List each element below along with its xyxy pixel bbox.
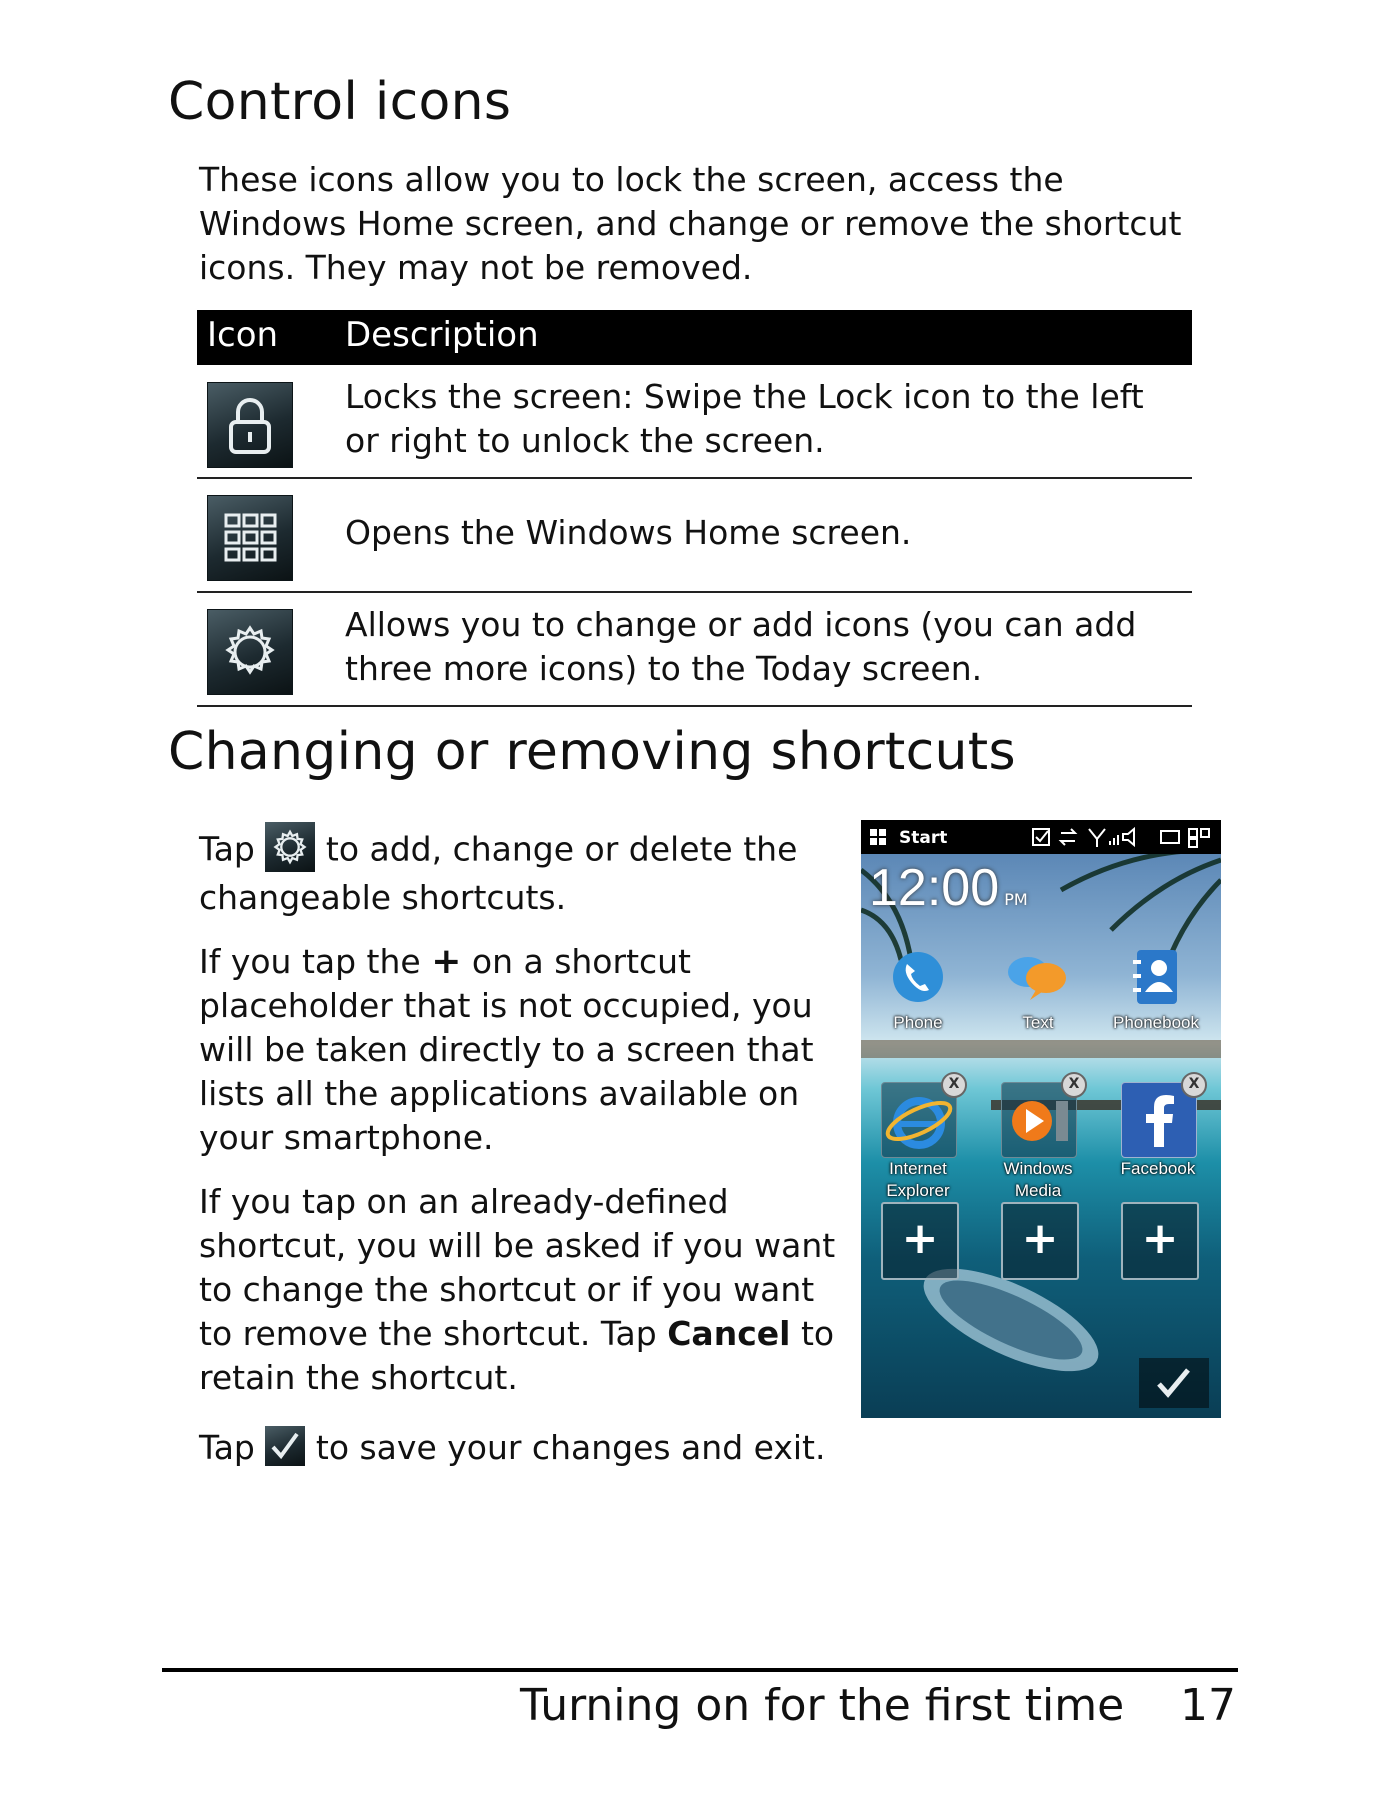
header-description: Description	[345, 315, 539, 355]
clock	[869, 858, 1028, 918]
control-icons-intro: These icons allow you to lock the screen, access the Windows Home screen, and change or remove the shortcut icons. They may not be removed.	[199, 160, 1182, 287]
cancel-keyword: Cancel	[667, 1314, 791, 1353]
remove-shortcut-button[interactable]: X	[1061, 1072, 1087, 1098]
windows-logo-icon[interactable]	[869, 828, 887, 846]
phone-screenshot	[861, 820, 1221, 1418]
text-app-icon[interactable]	[1006, 950, 1070, 1004]
table-row	[197, 365, 1192, 479]
p2-end: on a shortcut placeholder that is not occupied, you will be taken directly to a screen that lists all the applications available on your smartphone.	[199, 942, 814, 1157]
tile-label	[983, 1158, 1093, 1202]
table-row	[197, 479, 1192, 593]
footer-title: Turning on for the first time	[520, 1680, 1125, 1731]
ie-label: Internet Explorer	[886, 1159, 950, 1200]
control-icons-table	[197, 310, 1192, 707]
plus-icon: +	[431, 941, 462, 982]
tile-label: Facebook	[1120, 1159, 1196, 1178]
row-description: Allows you to change or add icons (you can add three more icons) to the Today screen.	[345, 605, 1137, 688]
phone-app-icon[interactable]	[891, 950, 945, 1004]
section-heading-control-icons: Control icons	[168, 72, 512, 132]
clock-ampm: PM	[1004, 890, 1028, 909]
grid-icon	[207, 495, 293, 581]
shortcuts-paragraph-2	[199, 940, 839, 1160]
status-icons	[1031, 825, 1217, 849]
add-shortcut-button[interactable]: +	[881, 1202, 959, 1280]
p3-start: If you tap on an already-defined shortcut, you will be asked if you want to change the shortcut or if you want to remove the shortcut. Tap	[199, 1182, 836, 1353]
tile-label: Text	[1022, 1013, 1054, 1032]
footer-rule	[162, 1668, 1238, 1672]
remove-shortcut-button[interactable]: X	[1181, 1072, 1207, 1098]
section-heading-shortcuts: Changing or removing shortcuts	[168, 722, 1016, 782]
gear-icon	[207, 609, 293, 695]
checkmark-icon	[265, 1426, 305, 1466]
p2-start: If you tap the	[199, 942, 421, 981]
shortcuts-paragraph-3	[199, 1180, 839, 1400]
add-shortcut-button[interactable]: +	[1001, 1202, 1079, 1280]
shortcuts-paragraph-4	[199, 1426, 859, 1470]
row-description: Locks the screen: Swipe the Lock icon to the left or right to unlock the screen.	[345, 377, 1144, 460]
clock-time: 12:00	[869, 859, 1000, 917]
shortcuts-paragraph-1	[199, 826, 839, 920]
p3-end: to retain the shortcut.	[199, 1314, 835, 1397]
tile-label: Phone	[893, 1013, 943, 1032]
table-header	[197, 310, 1192, 365]
p1-rest: to add, change or delete the changeable shortcuts.	[199, 829, 798, 917]
table-row	[197, 593, 1192, 707]
start-label[interactable]: Start	[899, 828, 948, 848]
tap-text: Tap	[199, 829, 255, 869]
row-description: Opens the Windows Home screen.	[345, 513, 912, 552]
header-icon: Icon	[207, 315, 279, 355]
phonebook-app-icon[interactable]	[1133, 948, 1181, 1006]
add-shortcut-button[interactable]: +	[1121, 1202, 1199, 1280]
lock-icon	[207, 382, 293, 468]
page-number: 17	[1180, 1680, 1236, 1731]
wm-label: Windows Media	[1003, 1159, 1073, 1200]
tap-text: Tap	[199, 1428, 255, 1467]
remove-shortcut-button[interactable]: X	[941, 1072, 967, 1098]
tile-label	[863, 1158, 973, 1202]
p4-rest: to save your changes and exit.	[315, 1428, 826, 1467]
gear-icon	[265, 822, 315, 872]
save-checkmark-button[interactable]	[1139, 1358, 1209, 1408]
tile-label: Phonebook	[1112, 1013, 1200, 1032]
status-bar	[861, 820, 1221, 854]
